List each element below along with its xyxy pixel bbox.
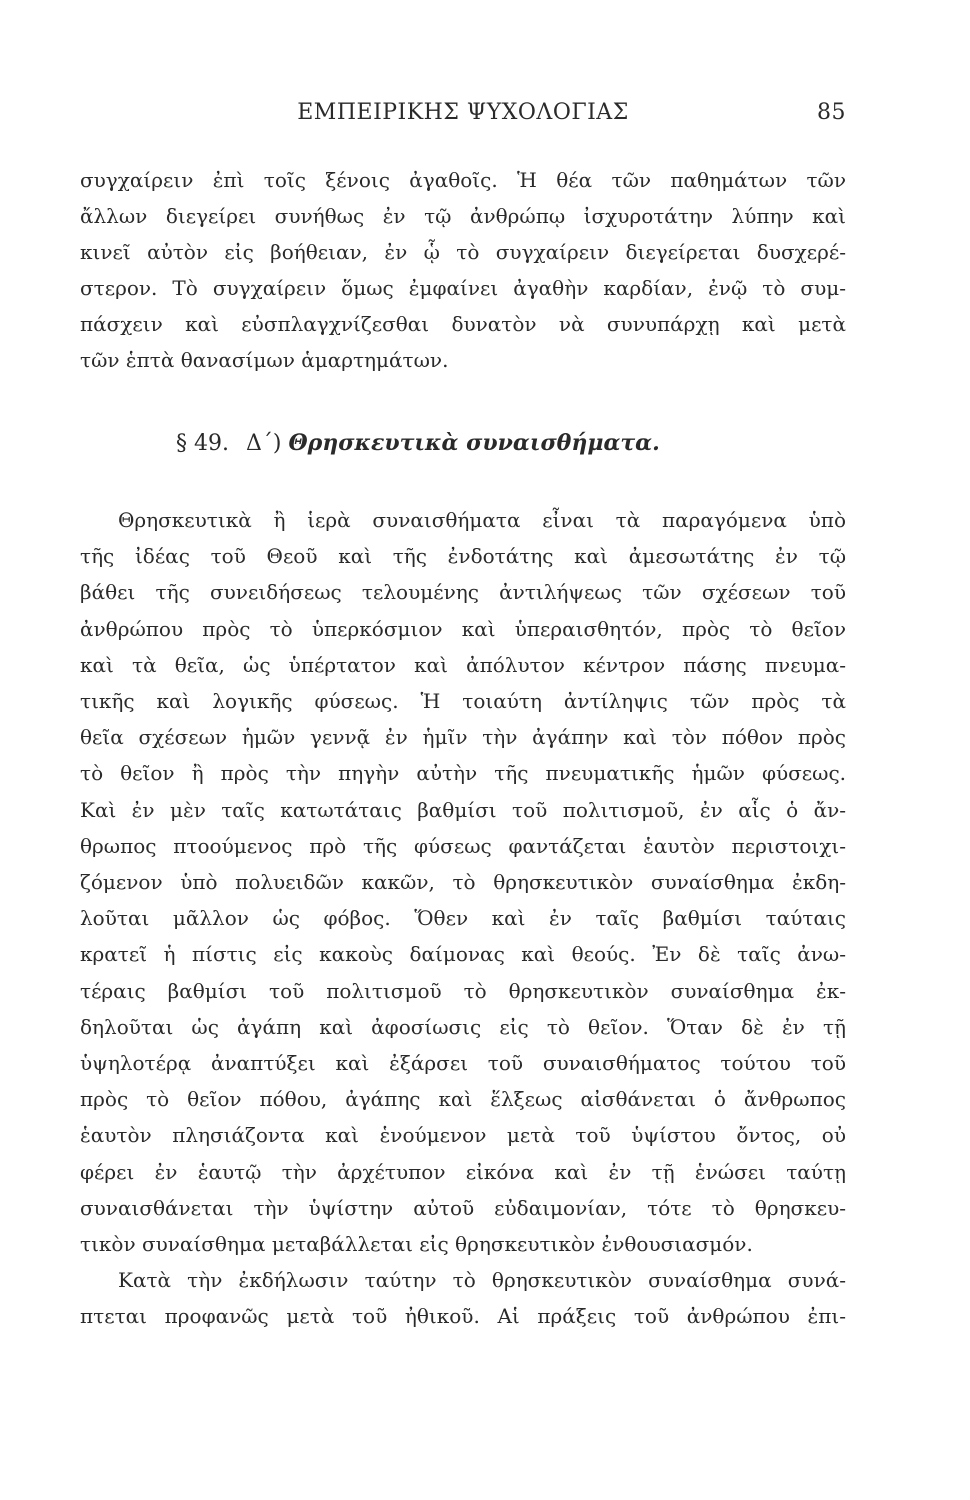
text-line: φέρει ἐν ἑαυτῷ τὴν ἀρχέτυπον εἰκόνα καὶ ἐν τῇ ἑνώσει ταύτῃ bbox=[80, 1160, 846, 1184]
text-line: πρὸς τὸ θεῖον πόθου, ἀγάπης καὶ ἕλξεως αἰσθάνεται ὁ ἄνθρωπος bbox=[80, 1087, 846, 1111]
text-line: Θρησκευτικὰ ἢ ἱερὰ συναισθήματα εἶναι τὰ παραγόμενα ὑπὸ bbox=[118, 508, 846, 532]
text-line: ὑψηλοτέρᾳ ἀναπτύξει καὶ ἐξάρσει τοῦ συναισθήματος τούτου τοῦ bbox=[80, 1051, 846, 1075]
text-line: πάσχειν καὶ εὐσπλαγχνίζεσθαι δυνατὸν νὰ συνυπάρχῃ καὶ μετὰ bbox=[80, 312, 846, 336]
text-line: ἑαυτὸν πλησιάζοντα καὶ ἑνούμενον μετὰ τοῦ ὑψίστου ὄντος, οὐ bbox=[80, 1123, 846, 1147]
section-number: § 49. bbox=[176, 431, 229, 456]
text-line: τικὸν συναίσθημα μεταβάλλεται εἰς θρησκευτικὸν ἐνθουσιασμόν. bbox=[80, 1232, 753, 1256]
text-line: θρωπος πτοούμενος πρὸ τῆς φύσεως φαντάζεται ἑαυτὸν περιστοιχι- bbox=[80, 834, 846, 858]
text-line: στερον. Τὸ συγχαίρειν ὅμως ἐμφαίνει ἀγαθὴν καρδίαν, ἐνῷ τὸ συμ- bbox=[80, 276, 846, 300]
section-title: Θρησκευτικὰ συναισθήματα. bbox=[288, 430, 660, 456]
text-line: Κατὰ τὴν ἐκδήλωσιν ταύτην τὸ θρησκευτικὸν συναίσθημα συνά- bbox=[118, 1268, 846, 1292]
text-line: ἄλλων διεγείρει συνήθως ἐν τῷ ἀνθρώπῳ ἰσχυροτάτην λύπην καὶ bbox=[80, 204, 846, 228]
running-title: ΕΜΠΕΙΡΙΚΗΣ ΨΥΧΟΛΟΓΙΑΣ bbox=[297, 100, 629, 125]
section-label: Δ΄) bbox=[245, 431, 282, 456]
text-line: τέραις βαθμίσι τοῦ πολιτισμοῦ τὸ θρησκευτικὸν συναίσθημα ἐκ- bbox=[80, 979, 846, 1003]
text-line: βάθει τῆς συνειδήσεως τελουμένης ἀντιλήψεως τῶν σχέσεων τοῦ bbox=[80, 580, 846, 604]
text-line: λοῦται μᾶλλον ὡς φόβος. Ὅθεν καὶ ἐν ταῖς βαθμίσι ταύταις bbox=[80, 906, 846, 930]
text-line: συγχαίρειν ἐπὶ τοῖς ξένοις ἀγαθοῖς. Ἡ θέα τῶν παθημάτων τῶν bbox=[80, 168, 846, 192]
text-line: τὸ θεῖον ἢ πρὸς τὴν πηγὴν αὐτὴν τῆς πνευματικῆς ἡμῶν φύσεως. bbox=[80, 761, 846, 785]
text-line: Καὶ ἐν μὲν ταῖς κατωτάταις βαθμίσι τοῦ πολιτισμοῦ, ἐν αἷς ὁ ἄν- bbox=[80, 798, 846, 822]
text-line: ἀνθρώπου πρὸς τὸ ὑπερκόσμιον καὶ ὑπεραισθητόν, πρὸς τὸ θεῖον bbox=[80, 617, 846, 641]
running-header bbox=[80, 100, 846, 140]
text-line: πτεται προφανῶς μετὰ τοῦ ἠθικοῦ. Αἱ πράξεις τοῦ ἀνθρώπου ἐπι- bbox=[80, 1304, 846, 1328]
text-line: κινεῖ αὐτὸν εἰς βοήθειαν, ἐν ᾧ τὸ συγχαίρειν διεγείρεται δυσχερέ- bbox=[80, 240, 846, 264]
text-line: τικῆς καὶ λογικῆς φύσεως. Ἡ τοιαύτη ἀντίληψις τῶν πρὸς τὰ bbox=[80, 689, 846, 713]
text-line: ζόμενον ὑπὸ πολυειδῶν κακῶν, τὸ θρησκευτικὸν συναίσθημα ἐκδη- bbox=[80, 870, 846, 894]
text-line: θεῖα σχέσεων ἡμῶν γεννᾷ ἐν ἡμῖν τὴν ἀγάπην καὶ τὸν πόθον πρὸς bbox=[80, 725, 846, 749]
page-number: 85 bbox=[817, 100, 846, 125]
text-line: καὶ τὰ θεῖα, ὡς ὑπέρτατον καὶ ἀπόλυτον κέντρον πάσης πνευμα- bbox=[80, 653, 846, 677]
section-heading bbox=[176, 430, 660, 456]
text-line: κρατεῖ ἡ πίστις εἰς κακοὺς δαίμονας καὶ θεούς. Ἐν δὲ ταῖς ἀνω- bbox=[80, 942, 846, 966]
text-line: τῆς ἰδέας τοῦ Θεοῦ καὶ τῆς ἐνδοτάτης καὶ ἀμεσωτάτης ἐν τῷ bbox=[80, 544, 846, 568]
text-line: συναισθάνεται τὴν ὑψίστην αὐτοῦ εὐδαιμονίαν, τότε τὸ θρησκευ- bbox=[80, 1196, 846, 1220]
text-line: τῶν ἑπτὰ θανασίμων ἁμαρτημάτων. bbox=[80, 348, 449, 372]
text-line: δηλοῦται ὡς ἀγάπη καὶ ἀφοσίωσις εἰς τὸ θεῖον. Ὅταν δὲ ἐν τῇ bbox=[80, 1015, 846, 1039]
